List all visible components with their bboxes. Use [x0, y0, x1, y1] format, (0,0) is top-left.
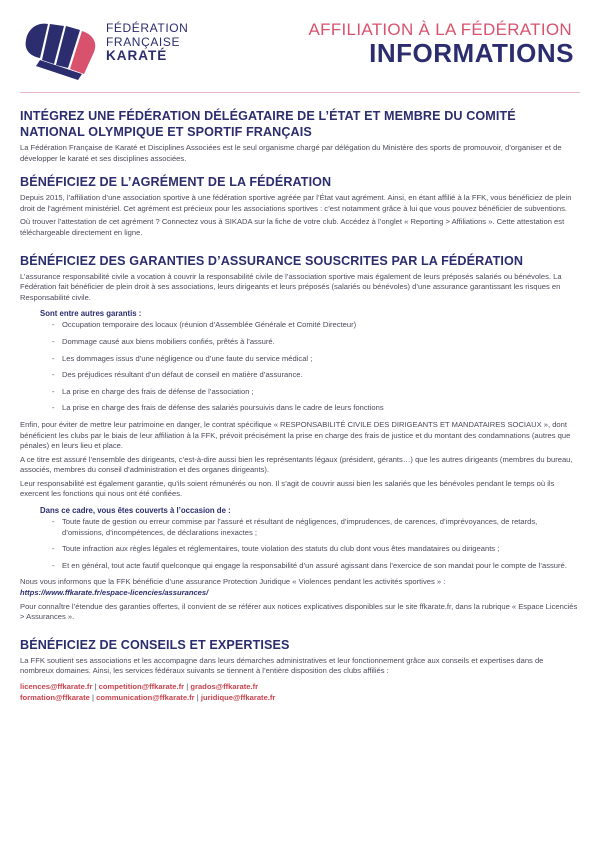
guarantees-list	[20, 320, 578, 414]
list-item: - Des préjudices résultant d’un défaut de conseil en matière d’assurance.	[52, 370, 578, 381]
header-divider	[20, 92, 580, 93]
section-agrement-heading: BÉNÉFICIEZ DE L’AGRÉMENT DE LA FÉDÉRATION	[20, 175, 332, 190]
logo-line-federation: FÉDÉRATION	[106, 21, 189, 35]
section-assurance-ensemble: A ce titre est assuré l’ensemble des dirigeants, c’est-à-dire aussi bien les représentants légaux (président, gérants…) que les autres dirigeants (membres du bureau, associés, membres du conseil d’administration et des organes dirigeants).	[20, 454, 573, 475]
list-item: - Toute infraction aux règles légales et réglementaires, toute violation des statuts du club dont vous êtes mandataires ou dirigeants ;	[52, 544, 578, 555]
section-conseils-heading: BÉNÉFICIEZ DE CONSEILS ET EXPERTISES	[20, 637, 290, 652]
section-agrement-howto: Où trouver l’attestation de cet agrément ? Connectez vous à SIKADA sur la fiche de votre club. Accédez à l’onglet « Reporting > Affiliations ». Cette attestation est téléchargeable directement en ligne.	[20, 217, 565, 237]
separator: |	[91, 692, 94, 702]
contact-emails-row	[20, 682, 578, 693]
section-assurance-heading: BÉNÉFICIEZ DES GARANTIES D’ASSURANCE SOUSCRITES PAR LA FÉDÉRATION	[20, 253, 524, 268]
section-agrement-text: Depuis 2015, l’affiliation d’une association sportive à une fédération sportive agréée par l’État vaut agrément. Ainsi, en étant affilié à la FFK, vous bénéficiez de plein droit de l’agrément ministériel. Cet agrément est précieux pour les associations sportives : c’est notamment grâce à lui que vous pouvez bénéficier de subventions.	[20, 193, 572, 213]
assurances-link[interactable]: https://www.ffkarate.fr/espace-licencies/assurances/	[20, 588, 209, 598]
list-item: - La prise en charge des frais de défense de l’association ;	[52, 387, 578, 398]
email-link-competition[interactable]: competition@ffkarate.fr	[98, 682, 185, 691]
header-subtitle: AFFILIATION À LA FÉDÉRATION	[308, 20, 572, 39]
contact-emails-row	[20, 693, 578, 704]
document-body	[20, 108, 578, 703]
ffk-logo	[20, 14, 250, 82]
list-item: - Les dommages issus d’une négligence ou d’une faute du service médical ;	[52, 354, 578, 365]
list-item: - Dommage causé aux biens mobiliers confiés, prêtés à l’assuré.	[52, 337, 578, 348]
email-link-grados[interactable]: grados@ffkarate.fr	[190, 682, 259, 691]
section-conseils	[20, 637, 578, 703]
email-link-communication[interactable]: communication@ffkarate.fr	[96, 692, 195, 702]
section-assurance-notices: Pour connaître l’étendue des garanties offertes, il convient de se référer aux notices explicatives disponibles sur le site ffkarate.fr, dans la rubrique « Espace Licenciés > Assurances ».	[20, 601, 578, 622]
section-conseils-text: La FFK soutient ses associations et les accompagne dans leurs démarches administratives et leur fonctionnement grâce aux conseils et expertises dans de nombreux domaines. Ainsi, les services fédéraux suivants se tiennent à l’entière disposition des clubs affiliés :	[20, 655, 544, 676]
section-assurance-dirigeants: Enfin, pour éviter de mettre leur patrimoine en danger, le contrat spécifique « RESPONSABILITÉ CIVILE DES DIRIGEANTS ET MANDATAIRES SOCIAUX », dont bénéficient les clubs par le biais de leur affiliation à la FFK, prévoit précisément la prise en charge des frais de justice et du montant des condamnations (autres que pénales) en leurs lieu et place.	[20, 419, 571, 451]
email-link-formation[interactable]: formation@ffkarate	[20, 692, 90, 702]
list-item: - Occupation temporaire des locaux (réunion d’Assemblée Générale et Comité Directeur)	[52, 320, 578, 331]
list-item: - Toute faute de gestion ou erreur commise par l’assuré et résultant de négligences, d’imprudences, de carences, d’imprévoyances, de retards, d’omissions, d’incompétences, de déclarations inexactes ;	[52, 517, 578, 538]
separator: |	[196, 692, 199, 702]
logo-line-karate: KARATÉ	[106, 48, 168, 63]
guarantees-list-title: Sont entre autres garantis :	[40, 309, 142, 319]
separator: |	[186, 682, 189, 691]
section-intro-heading: INTÉGREZ UNE FÉDÉRATION DÉLÉGATAIRE DE L’ÉTAT ET MEMBRE DU COMITÉ NATIONAL OLYMPIQUE ET SPORTIF FRANÇAIS	[20, 109, 516, 139]
separator: |	[94, 682, 97, 691]
section-agrement	[20, 174, 578, 238]
header-title: INFORMATIONS	[369, 38, 574, 68]
protection-text: Nous vous informons que la FFK bénéficie d’une assurance Protection Juridique « Violences pendant les activités sportives » :	[20, 577, 446, 587]
section-assurance-garantie: Leur responsabilité est également garantie, qu’ils soient rémunérés ou non. Il s’agit de couvrir aussi bien les salariés que les bénévoles pendant le temps où ils exercent les fonctions qui nous ont été confiées.	[20, 478, 555, 499]
section-intro-text: La Fédération Française de Karaté et Disciplines Associées est le seul organisme chargé par délégation du Ministère des sports de promouvoir, d’organiser et de développer le karaté et ses disciplines associées.	[20, 143, 562, 163]
section-assurance	[20, 253, 578, 623]
section-intro	[20, 108, 578, 164]
contact-emails	[20, 682, 578, 703]
coverage-list-title: Dans ce cadre, vous êtes couverts à l’occasion de :	[40, 506, 231, 516]
email-link-juridique[interactable]: juridique@ffkarate.fr	[200, 692, 276, 702]
logo-line-francaise: FRANÇAISE	[106, 34, 181, 49]
email-link-licences[interactable]: licences@ffkarate.fr	[20, 682, 93, 691]
list-item: - La prise en charge des frais de défense des salariés poursuivis dans le cadre de leurs fonctions	[52, 403, 578, 414]
coverage-list	[20, 517, 578, 571]
list-item: - Et en général, tout acte fautif quelconque qui engage la responsabilité d’un assuré agissant dans l’exercice de son mandat pour le compte de l’assuré.	[52, 561, 578, 572]
section-assurance-protection	[20, 577, 578, 598]
ffk-logo-mark	[20, 18, 100, 82]
section-assurance-text: L’assurance responsabilité civile a vocation à couvrir la responsabilité civile de l’association sportive mais également de leurs préposés salariés ou bénévoles. La Fédération fait bénéficier de plein droit à ses associations, leurs dirigeants et leurs préposés (salariés ou bénévoles) d’une assurance garantissant les risques en Responsabilité civile.	[20, 271, 562, 302]
